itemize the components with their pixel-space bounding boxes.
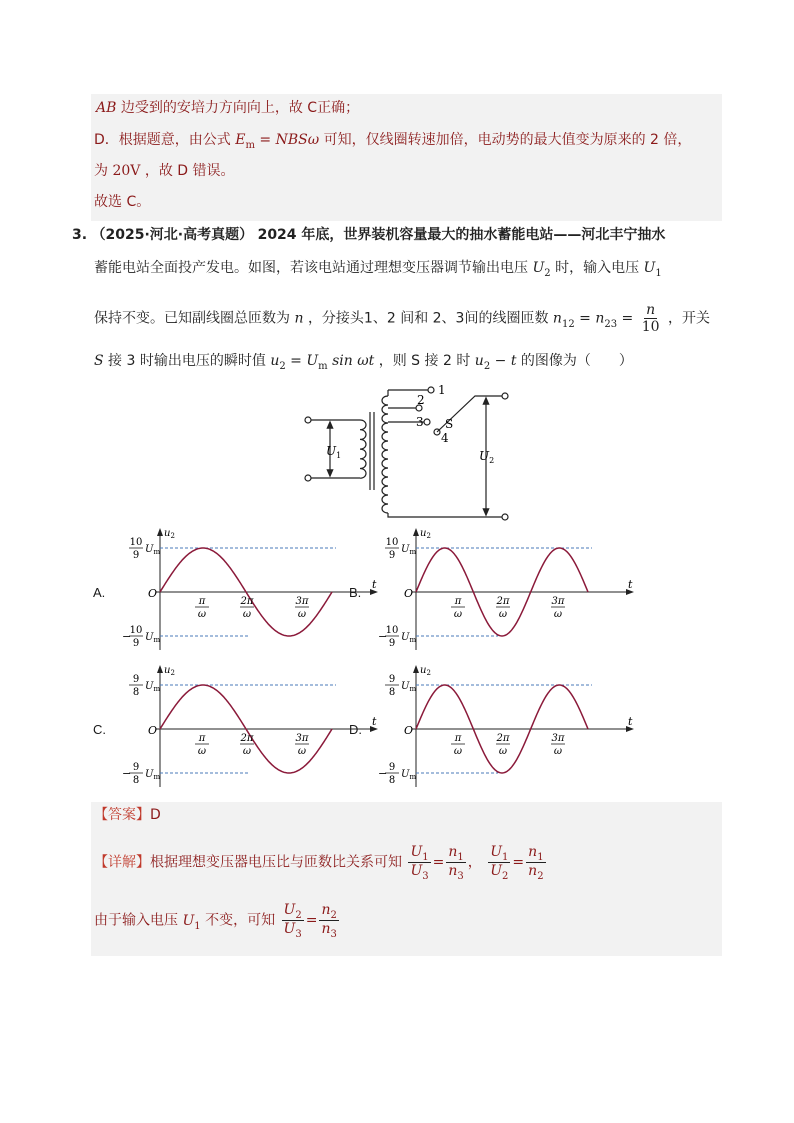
origin-label: O	[404, 724, 414, 737]
svg-text:ω: ω	[197, 746, 207, 757]
svg-text:10: 10	[129, 537, 143, 548]
svg-text:3π: 3π	[295, 596, 309, 607]
detail-tag: 【详解】	[94, 854, 150, 871]
svg-text:9: 9	[132, 638, 140, 649]
tick-label-2	[240, 596, 254, 620]
min-value-label	[122, 762, 160, 786]
svg-text:ω: ω	[498, 746, 508, 757]
svg-text:ω: ω	[297, 609, 307, 620]
tick-label-3	[551, 733, 565, 757]
primary-terminal-bottom	[305, 475, 311, 481]
svg-text:Um: $U_m$	[401, 769, 417, 781]
svg-text:−: −	[122, 767, 132, 780]
option-c-graph[interactable]	[110, 662, 377, 792]
option-b-label[interactable]: B.	[349, 585, 362, 600]
secondary-coil	[382, 396, 388, 513]
min-value-label	[378, 625, 416, 649]
u-axis-arrow	[157, 665, 163, 673]
option-a-label[interactable]: A.	[93, 585, 106, 600]
tick-label-1	[195, 733, 209, 757]
u-axis-arrow	[157, 528, 163, 536]
fraction-n-over-10: $\frac{n}{10}$	[641, 302, 660, 335]
svg-text:Um: $U_m$	[145, 769, 161, 781]
label-u2: $U_2$	[479, 449, 495, 465]
svg-text:ω: ω	[242, 746, 252, 757]
svg-text:2π: 2π	[496, 596, 510, 607]
min-value-label	[122, 625, 160, 649]
answer-tag: 【答案】	[94, 807, 150, 823]
label-u1: $U_1$	[326, 444, 342, 460]
svg-text:ω: ω	[242, 609, 252, 620]
origin-label: O	[148, 724, 158, 737]
option-d-label[interactable]: D.	[349, 722, 362, 737]
primary-terminal-top	[305, 417, 311, 423]
svg-text:π: π	[198, 596, 206, 607]
option-c-label[interactable]: C.	[93, 722, 106, 737]
svg-text:9: 9	[132, 762, 140, 773]
answer-value: D	[150, 807, 161, 823]
svg-text:8: 8	[388, 775, 396, 786]
svg-text:3π: 3π	[551, 733, 565, 744]
max-value-label	[385, 674, 416, 698]
tick-label-3	[551, 596, 565, 620]
label-tap-1: 1	[438, 383, 446, 397]
question-line3: 保持不变。已知副线圈总匝数为 n ，分接头1、2 间和 2、3间的线圈匝数 $n_{12} = n_{23}$ = $\frac{n}{10}$ ，开关	[94, 302, 710, 335]
svg-text:ω: ω	[297, 746, 307, 757]
var-ab: AB	[96, 100, 117, 116]
svg-text:10: 10	[385, 625, 399, 636]
answer-line	[94, 804, 161, 826]
svg-text:ω: ω	[498, 609, 508, 620]
t-axis-label: t	[628, 715, 633, 728]
svg-text:ω: ω	[197, 609, 207, 620]
question-source: （2025·河北·高考真题）	[91, 227, 254, 243]
tick-label-2	[496, 596, 510, 620]
question-line1: 3. （2025·河北·高考真题） 2024 年底，世界装机容量最大的抽水蓄能电站——河北丰宁抽水	[72, 227, 666, 243]
svg-text:Um: $U_m$	[145, 681, 161, 693]
transformer-circuit	[300, 380, 520, 525]
output-terminal-top	[502, 393, 508, 399]
question-line4: S 接 3 时输出电压的瞬时值 $u_2 = U_m$ sin ωt ，则 S 接 2 时 $u_2 - t$ 的图像为（ ）	[94, 353, 633, 372]
label-tap-4: 4	[441, 431, 449, 445]
output-terminal-bottom	[502, 514, 508, 520]
primary-coil	[360, 420, 366, 478]
prev-solution-line2: D．根据题意，由公式 $E_m = NBS\omega$ 可知，仅线圈转速加倍，电动势的最大值变为原来的 2 倍，	[94, 132, 692, 151]
question-number: 3.	[72, 227, 88, 243]
max-value-label	[129, 537, 160, 561]
svg-text:8: 8	[132, 775, 140, 786]
svg-text:8: 8	[388, 687, 396, 698]
tick-label-3	[295, 733, 309, 757]
option-d-graph[interactable]	[366, 662, 633, 792]
svg-text:ω: ω	[553, 609, 563, 620]
prev-solution-line4: 故选 C。	[94, 194, 151, 210]
min-value-label	[378, 762, 416, 786]
prev-solution-line3: 为 20V ，故 D 错误。	[94, 163, 235, 179]
svg-text:Um: $U_m$	[401, 681, 417, 693]
svg-text:π: π	[454, 596, 462, 607]
svg-text:ω: ω	[453, 746, 463, 757]
tick-label-1	[195, 596, 209, 620]
svg-text:−: −	[378, 630, 388, 643]
svg-text:Um: $U_m$	[401, 544, 417, 556]
label-tap-3: 3	[416, 415, 424, 429]
svg-text:ω: ω	[553, 746, 563, 757]
t-axis-label: t	[372, 578, 377, 591]
svg-text:−: −	[122, 630, 132, 643]
u-axis-arrow	[413, 528, 419, 536]
u-axis-arrow	[413, 665, 419, 673]
svg-text:3π: 3π	[295, 733, 309, 744]
detail-line1: 【详解】根据理想变压器电压比与匝数比关系可知 $\frac{U_1}{U_3}$ = $\frac{n_1}{n_3}$ ， $\frac{U_1}{U_2}$ = $\frac{n_1}{n_2}$	[94, 844, 544, 882]
svg-text:2π: 2π	[496, 733, 510, 744]
svg-text:2π: 2π	[240, 733, 254, 744]
svg-text:Um: $U_m$	[145, 632, 161, 644]
svg-text:2π: 2π	[240, 596, 254, 607]
max-value-label	[129, 674, 160, 698]
svg-text:π: π	[454, 733, 462, 744]
svg-text:π: π	[198, 733, 206, 744]
origin-label: O	[404, 587, 414, 600]
u-axis-label: $u_2$	[420, 528, 431, 540]
option-b-graph[interactable]	[366, 525, 633, 655]
svg-text:10: 10	[129, 625, 143, 636]
svg-text:9: 9	[388, 674, 396, 685]
label-switch: S	[445, 417, 454, 431]
question-line2: 蓄能电站全面投产发电。如图，若该电站通过理想变压器调节输出电压 $U_2$ 时，输入电压 $U_1$	[94, 260, 662, 279]
tick-label-1	[451, 733, 465, 757]
svg-text:9: 9	[132, 550, 140, 561]
option-a-graph[interactable]	[110, 525, 377, 655]
u-axis-label: $u_2$	[420, 665, 431, 677]
svg-text:10: 10	[385, 537, 399, 548]
tick-label-2	[240, 733, 254, 757]
svg-text:9: 9	[132, 674, 140, 685]
u-axis-label: $u_2$	[164, 665, 175, 677]
label-tap-2: 2	[417, 393, 425, 407]
svg-text:Um: $U_m$	[401, 632, 417, 644]
tick-label-2	[496, 733, 510, 757]
detail-line2: 由于输入电压 $U_1$ 不变，可知 $\frac{U_2}{U_3}$ = $\frac{n_2}{n_3}$	[94, 902, 337, 940]
svg-text:ω: ω	[453, 609, 463, 620]
tap-3-terminal	[424, 419, 430, 425]
prev-solution-line1: AB 边受到的安培力方向向上，故 C正确；	[96, 100, 360, 116]
svg-text:8: 8	[132, 687, 140, 698]
svg-text:9: 9	[388, 762, 396, 773]
svg-text:9: 9	[388, 638, 396, 649]
t-axis-label: t	[628, 578, 633, 591]
origin-label: O	[148, 587, 158, 600]
svg-text:Um: $U_m$	[145, 544, 161, 556]
svg-text:3π: 3π	[551, 596, 565, 607]
svg-text:9: 9	[388, 550, 396, 561]
tap-1-terminal	[428, 387, 434, 393]
u-axis-label: $u_2$	[164, 528, 175, 540]
tick-label-1	[451, 596, 465, 620]
t-axis-label: t	[372, 715, 377, 728]
svg-text:−: −	[378, 767, 388, 780]
tick-label-3	[295, 596, 309, 620]
max-value-label	[385, 537, 416, 561]
